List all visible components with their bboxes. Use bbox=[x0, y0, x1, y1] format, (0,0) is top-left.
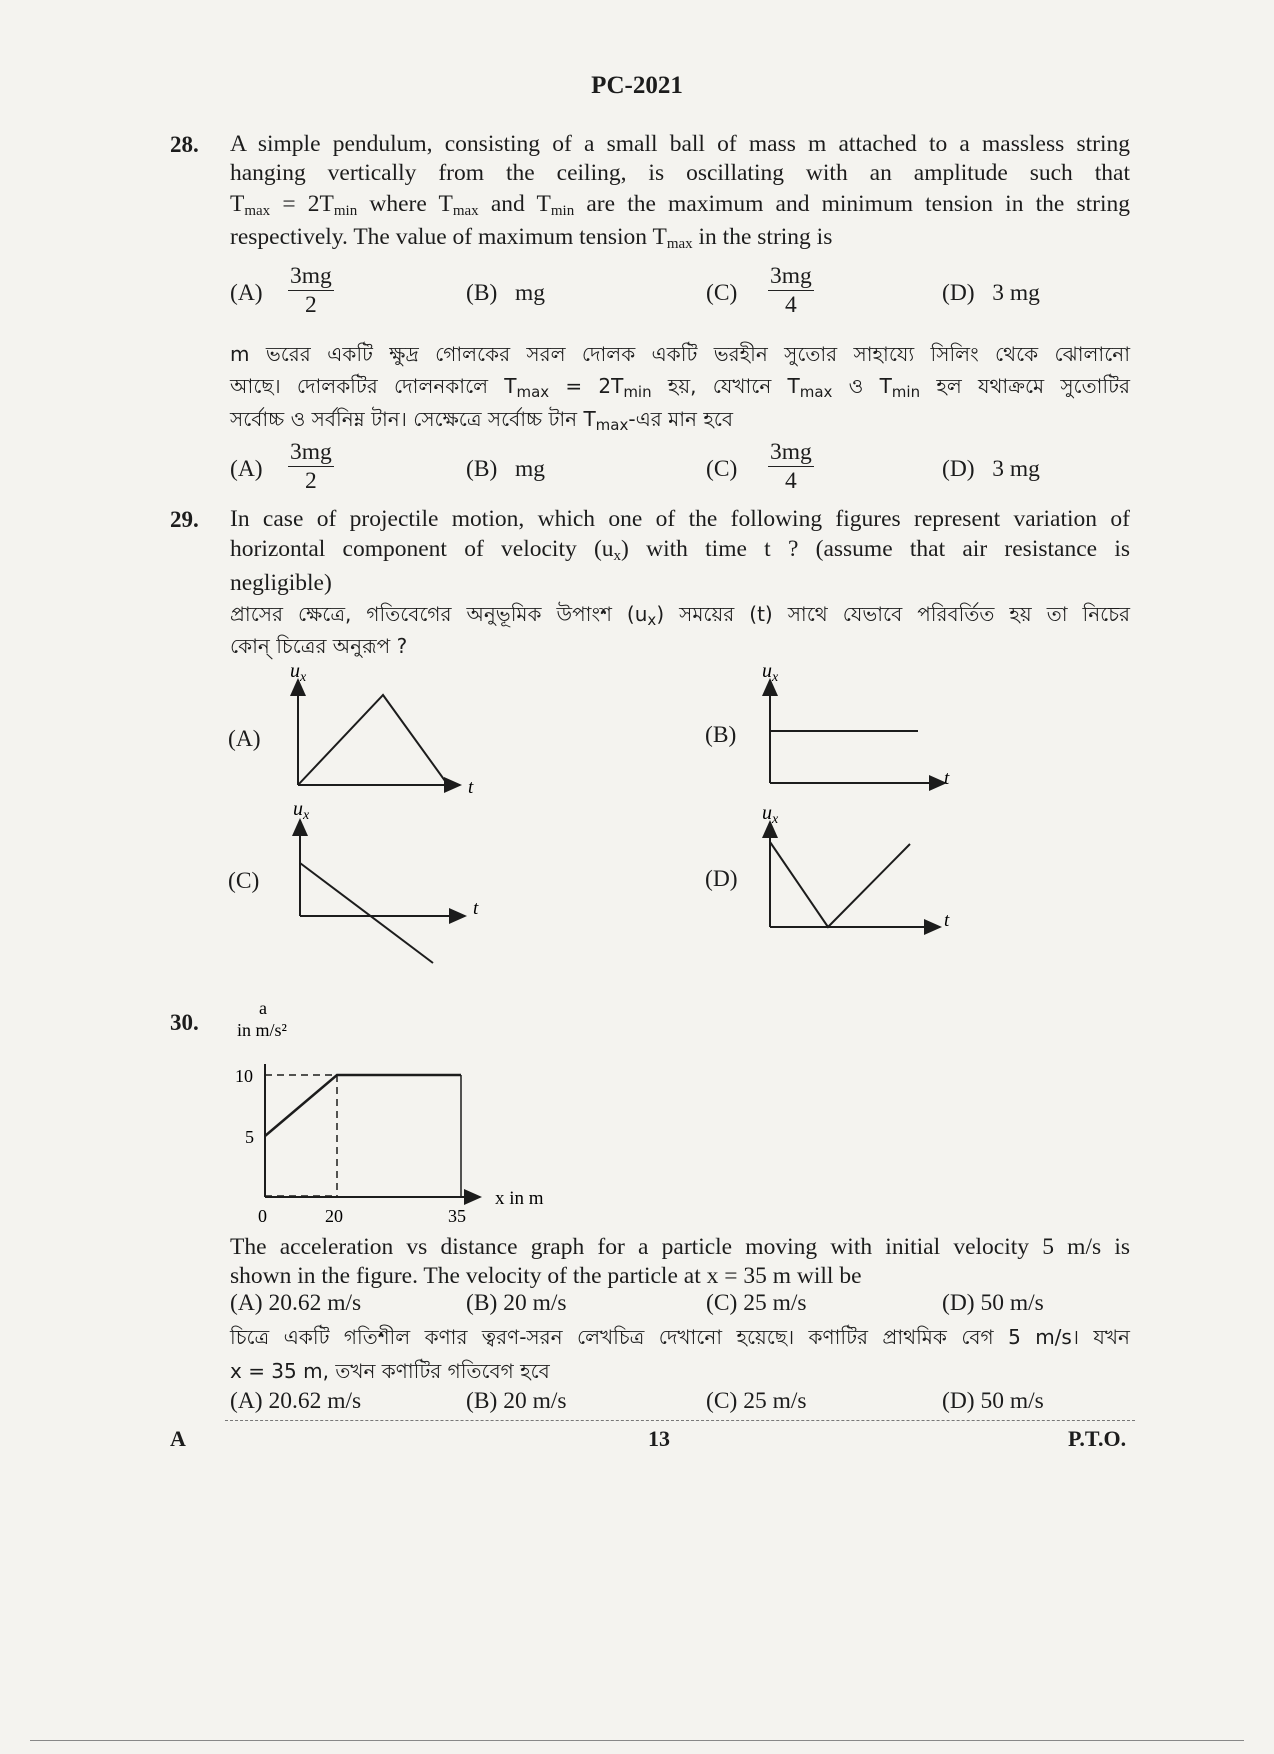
q30-tick-y-10: 10 bbox=[235, 1066, 253, 1086]
q30-bn-option-a[interactable]: (A) 20.62 m/s bbox=[230, 1388, 362, 1414]
q30-option-a[interactable]: (A) 20.62 m/s bbox=[230, 1290, 362, 1316]
question-29-number: 29. bbox=[170, 507, 199, 532]
q28-option-d[interactable]: (D) 3 mg bbox=[942, 280, 1040, 306]
q30-bn-option-b[interactable]: (B) 20 m/s bbox=[466, 1388, 567, 1414]
q30-x-label: x in m bbox=[495, 1188, 544, 1209]
graph-a-curve bbox=[298, 695, 448, 785]
question-28-number: 28. bbox=[170, 132, 199, 157]
q29-graph-d-label[interactable]: (D) bbox=[705, 866, 738, 892]
q29-graph-b[interactable] bbox=[760, 660, 970, 805]
q30-option-c[interactable]: (C) 25 m/s bbox=[706, 1290, 807, 1316]
q28-bn-line1: m ভরের একটি ক্ষুদ্র গোলকের সরল দোলক একটি ভরহীন সুতোর সাহায্যে সিলিং থেকে ঝোলানো bbox=[230, 342, 1130, 366]
q30-tick-x-35: 35 bbox=[448, 1206, 466, 1222]
q29-en-line3: negligible) bbox=[230, 570, 332, 596]
q29-en-line1: In case of projectile motion, which one of the following figures represent variation of bbox=[230, 506, 1130, 532]
q28-en-line4: respectively. The value of maximum tension $T_{max}$ in the string is bbox=[230, 224, 833, 252]
q30-curve bbox=[265, 1075, 461, 1136]
q29-bn-line2: কোন্ চিত্রের অনুরূপ ? bbox=[230, 634, 408, 658]
q29-bn-line1: প্রাসের ক্ষেত্রে, গতিবেগের অনুভূমিক উপাংশ $(u_x)$ সময়ের (t) সাথে যেভাবে পরিবর্তিত হয় তা নিচের bbox=[230, 602, 1130, 629]
q29-graph-c-label[interactable]: (C) bbox=[228, 868, 260, 894]
q30-tick-y-5: 5 bbox=[245, 1127, 254, 1147]
q30-en-line2: shown in the figure. The velocity of the particle at x = 35 m will be bbox=[230, 1263, 862, 1289]
scan-bottom-edge bbox=[30, 1740, 1244, 1741]
graph-c-curve bbox=[300, 863, 433, 963]
q28-option-a-label[interactable]: (A) bbox=[230, 280, 263, 306]
q29-graph-b-label[interactable]: (B) bbox=[705, 722, 737, 748]
graph-c-y-label: $u_x$ bbox=[293, 798, 310, 823]
q30-bn-option-c[interactable]: (C) 25 m/s bbox=[706, 1388, 807, 1414]
q29-graph-a-label[interactable]: (A) bbox=[228, 726, 261, 752]
q30-bn-line2: x = 35 m, তখন কণাটির গতিবেগ হবে bbox=[230, 1359, 550, 1383]
q30-en-line1: The acceleration vs distance graph for a particle moving with initial velocity 5 m/s is bbox=[230, 1234, 1130, 1260]
footer-divider bbox=[225, 1420, 1135, 1421]
q30-option-b[interactable]: (B) 20 m/s bbox=[466, 1290, 567, 1316]
q28-bn-line3: সর্বোচ্চ ও সর্বনিম্ন টান। সেক্ষেত্রে সর্বোচ্চ টান $T_{max}-এর$ মান হবে bbox=[230, 407, 734, 434]
q28-en-line1: A simple pendulum, consisting of a small ball of mass m attached to a massless string bbox=[230, 131, 1130, 157]
q28-en-line2: hanging vertically from the ceiling, is oscillating with an amplitude such that bbox=[230, 160, 1130, 186]
graph-b-y-label: $u_x$ bbox=[762, 660, 779, 685]
graph-d-y-label: $u_x$ bbox=[762, 802, 779, 827]
q28-bn-option-a-fraction[interactable]: $\frac{3mg}{2}$ bbox=[290, 439, 332, 494]
q28-bn-option-c-fraction[interactable]: $\frac{3mg}{4}$ bbox=[770, 439, 812, 494]
q29-graph-a[interactable] bbox=[280, 660, 480, 805]
q28-option-c-fraction[interactable]: $\frac{3mg}{4}$ bbox=[770, 263, 812, 318]
q30-graph bbox=[225, 992, 595, 1222]
q30-option-d[interactable]: (D) 50 m/s bbox=[942, 1290, 1044, 1316]
q29-graph-c[interactable] bbox=[285, 798, 485, 968]
q28-bn-option-b[interactable]: (B) mg bbox=[466, 456, 545, 482]
q28-option-b[interactable]: (B) mg bbox=[466, 280, 545, 306]
graph-b-x-label: t bbox=[944, 768, 950, 789]
q28-bn-option-a-label[interactable]: (A) bbox=[230, 456, 263, 482]
q28-option-a-fraction[interactable]: $\frac{3mg}{2}$ bbox=[290, 263, 332, 318]
q28-en-line3: $T_{max} = 2T_{min}$ where $T_{max}$ and $T_{min}$ are the maximum and minimum tension in the string bbox=[230, 191, 1131, 219]
q28-bn-option-c-label[interactable]: (C) bbox=[706, 456, 738, 482]
q30-origin: 0 bbox=[258, 1206, 267, 1222]
page-header-code: PC-2021 bbox=[591, 72, 683, 99]
question-30-number: 30. bbox=[170, 1010, 199, 1035]
graph-a-y-label: $u_x$ bbox=[290, 660, 307, 685]
q30-bn-option-d[interactable]: (D) 50 m/s bbox=[942, 1388, 1044, 1414]
graph-c-x-label: t bbox=[473, 898, 479, 919]
q28-bn-line2: আছে। দোলকটির দোলনকালে $T_{max} = 2T_{min}$ হয়, যেখানে $T_{max}$ ও $T_{min}$ হল যথাক্রমে সুতোটির bbox=[230, 374, 1130, 401]
q30-tick-x-20: 20 bbox=[325, 1206, 343, 1222]
q28-bn-option-d[interactable]: (D) 3 mg bbox=[942, 456, 1040, 482]
q29-en-line2: horizontal component of velocity $(u_x)$ with time t ? (assume that air resistance is bbox=[230, 536, 1130, 564]
graph-d-curve bbox=[770, 842, 910, 927]
footer-pto: P.T.O. bbox=[1068, 1426, 1127, 1451]
footer-set-code: A bbox=[170, 1426, 186, 1451]
graph-a-x-label: t bbox=[468, 777, 474, 798]
q30-y-label-a: a bbox=[259, 998, 267, 1018]
q30-bn-line1: চিত্রে একটি গতিশীল কণার ত্বরণ-সরন লেখচিত্র দেখানো হয়েছে। কণাটির প্রাথমিক বেগ 5 m/s। যখন bbox=[230, 1325, 1130, 1349]
q29-graph-d[interactable] bbox=[760, 802, 970, 942]
q28-option-c-label[interactable]: (C) bbox=[706, 280, 738, 306]
footer-page-number: 13 bbox=[648, 1426, 670, 1451]
q30-y-label-units: in m/s² bbox=[237, 1020, 287, 1040]
graph-d-x-label: t bbox=[944, 910, 950, 931]
